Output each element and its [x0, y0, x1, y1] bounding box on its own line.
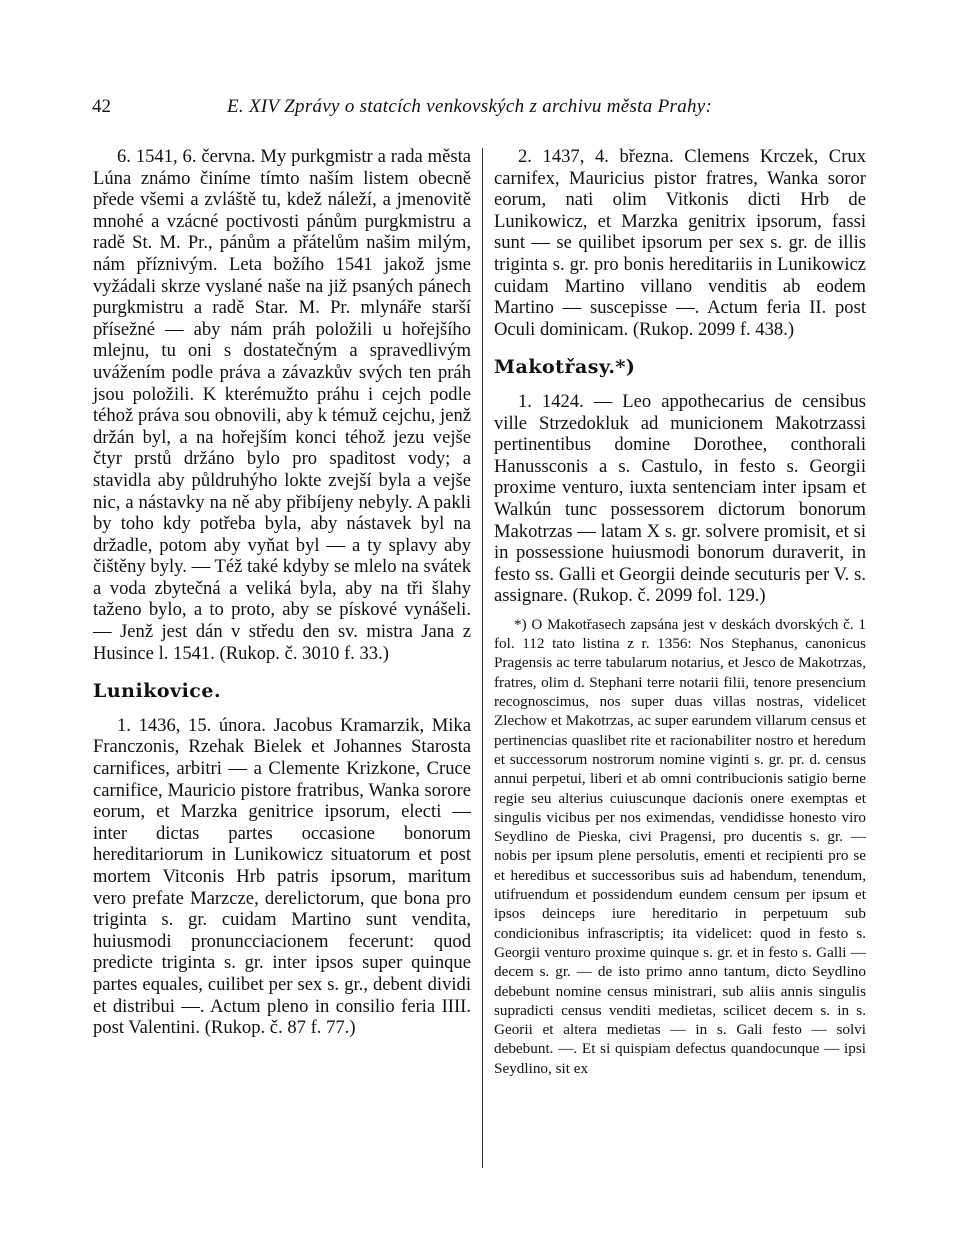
- footnote: [494, 615, 866, 1078]
- left-column: [93, 146, 471, 1039]
- section-heading: Lunikovice.: [93, 680, 222, 703]
- page-header: [92, 96, 882, 126]
- page-number: 42: [92, 96, 111, 117]
- column-divider: [482, 148, 483, 1168]
- running-title: E. XIV Zprávy o statcích venkovských z archivu města Prahy:: [227, 96, 713, 117]
- entry-paragraph: 1. 1424. — Leo appothecarius de censibus ville Strzedokluk ad municionem Makotrzassi pertinentibus domine Dorothee, conthorali Hanussconis a s. Castulo, in festo s. Georgii proxime venturo, iuxta sentenciam inter ipsam et Walkún tunc possessorem dictorum bonorum Makotrzas — latam X s. gr. solvere promisit, et si in possessione huiusmodi bonorum duraverit, in festo ss. Galli et Georgii deinde secuturis per V. s. assignare. (Rukop. č. 2099 fol. 129.): [494, 390, 866, 607]
- right-column: [494, 146, 866, 1078]
- footnote-text: *) O Makotřasech zapsána jest v deskách dvorských č. 1 fol. 112 tato listina z r. 1356: Nos Stephanus, canonicus Pragensis ac terre tabularum notarius, et Jesco de Makotrzas, fratres, olim d. Stephani terre notarii filii, tenore presencium recognoscimus, nos super duas villas nostras, videlicet Zlechow et Makotrzas, ac super earundem villarum census et pertinencias quaslibet rite et racionabiliter nostro et heredum et successorum nostrorum nomine viginti s. gr. pr. d. census annui perpetui, liberi et ab omni contribucionis satigio berne regie seu alterius cuiuscunque dacionis onere exemptas et singulis vicibus per nos eximendas, vendidisse honesto viro Seydlino de Pieska, civi Pragensi, pro ducentis s. gr. — nobis per ipsum plene persolutis, ementi et recipienti pro se et heredibus et successoribus suis ad habendum, tenendum, utifruendum et possidendum eundem censum per ipsum et ipsos deinceps iure hereditario in perpetuum sub condicionibus infrascriptis; ita videlicet: quod in festo s. Georgii venturo proxime quinque s. gr. et in festo s. Galli — decem s. gr. — de isto primo anno tantum, dicto Seydlino debebunt nomine census ministrari, sub aliis annis singulis supradicti census venditi medietas, scilicet decem s. in s. Georii et altera medietas — in s. Gali festo — solvi debebunt. —. Et si quispiam defectus quandocunque — ipsi Seydlino, sit ex: [494, 615, 866, 1077]
- entry-paragraph: 2. 1437, 4. března. Clemens Krczek, Crux carnifex, Mauricius pistor fratres, Wanka soror eorum, nati olim Vitkonis dicti Hrb de Lunikowicz, et Marzka genitrix ipsorum, fassi sunt — se quilibet ipsorum per sex s. gr. de illis triginta s. gr. pro bonis hereditariis in Lunikowicz cuidam Martino villano venditis ab eodem Martino — suscepisse —. Actum feria II. post Oculi dominicam. (Rukop. 2099 f. 438.): [494, 146, 866, 340]
- entry-paragraph: 6. 1541, 6. června. My purkgmistr a rada města Lúna známo činíme tímto naším listem obecně přede všemi a zvláště tu, kdež náleží, a jmenovitě mnohé a vzácné poctivosti pánům purgkmistru a radě St. M. Pr., pánům a přátelům našim milým, nám příznivým. Leta božího 1541 jakož jsme vyžádali skrze vyslané naše na již psaných pánech purgkmistru a radě Star. M. Pr. mlynáře starší přísežné — aby nám práh položili u hořejšího mlejnu, tu oni s dostatečným a spravedlivým uvážením podle práva a závazkův svých ten práh jsou položili. K kterémužto práhu i cejch podle téhož práva sou obnovili, aby k témuž cejchu, jenž držán byl, a na hořejším konci téhož jezu vejše čtyr prstů držáno bylo pro spaditost vody; a stavidla aby půldruhýho lokte zvejší byla a vejše nic, a nástavky na ně aby přibíjeny nebyly. A pakli by toho kdy potřeba byla, aby nástavek byl na držadle, potom aby vyňat byl — a ty splavy aby čištěny byly. — Též také kdyby se mlelo na svátek a voda zbytečná a veliká byla, aby na tři šlahy taženo bylo, a to proto, aby se pískové vynášeli. — Jenž jest dán v středu den sv. mistra Jana z Husince l. 1541. (Rukop. č. 3010 f. 33.): [93, 146, 471, 664]
- section-heading: Makotřasy.*): [494, 356, 636, 379]
- entry-paragraph: 1. 1436, 15. února. Jacobus Kramarzik, Mika Franczonis, Rzehak Bielek et Johannes Starosta carnifices, arbitri — a Clemente Krizkone, Cruce carnifice, Mauricio pistore fratribus, Wanka sorore eorum, et Marzka genitrice ipsorum, electi — inter dictas partes occasione bonorum hereditariorum in Lunikowicz situatorum et post mortem Vitconis Hrb patris ipsorum, maritum vero prefate Marzcze, derelictorum, que bona pro triginta s. gr. cuidam Martino sunt vendita, huiusmodi pronuncciacionem fecerunt: quod predicte triginta s. gr. inter ipsos super quinque partes equales, cuilibet per sex s. gr., debent dividi et distribui —. Actum pleno in consilio feria IIII. post Valentini. (Rukop. č. 87 f. 77.): [93, 714, 471, 1039]
